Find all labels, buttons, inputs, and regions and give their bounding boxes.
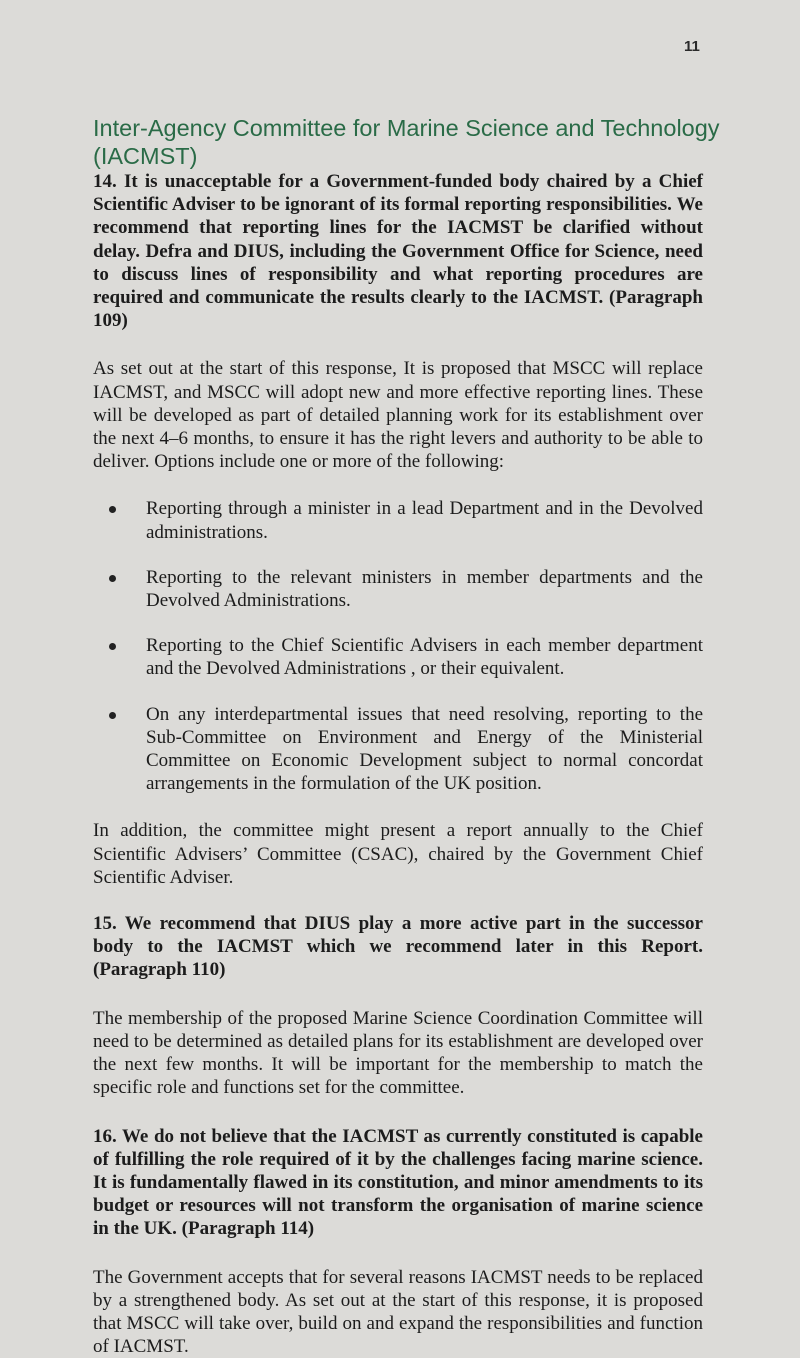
recommendation-15: 15. We recommend that DIUS play a more active part in the successor body to the IACMST which we recommend later in this Report. (Paragraph 110) — [93, 913, 703, 981]
bullet-icon — [109, 712, 116, 719]
list-item — [93, 703, 703, 796]
section-heading: Inter-Agency Committee for Marine Science and Technology (IACMST) — [93, 115, 720, 169]
list-item — [93, 566, 703, 612]
addition-paragraph: In addition, the committee might present a report annually to the Chief Scientific Advisers’ Committee (CSAC), chaired by the Government Chief Scientific Adviser. — [93, 820, 703, 888]
list-item-text: Reporting to the relevant ministers in member departments and the Devolved Administrations. — [146, 566, 703, 612]
reporting-options-list — [93, 497, 703, 795]
list-item-text: Reporting through a minister in a lead Department and in the Devolved administrations. — [146, 498, 703, 543]
list-item — [93, 634, 703, 680]
response-14: As set out at the start of this response, It is proposed that MSCC will replace IACMST, and MSCC will adopt new and more effective reporting lines. These will be developed as part of detailed planning work for its establishment over the next 4–6 months, to ensure it has the right levers and authority to be able to deliver. Options include one or more of the following: — [93, 358, 703, 473]
response-16: The Government accepts that for several reasons IACMST needs to be replaced by a strengthened body. As set out at the start of this response, it is proposed that MSCC will take over, build on and expand the responsibilities and function of IACMST. — [93, 1266, 703, 1358]
list-item-text: On any interdepartmental issues that need resolving, reporting to the Sub-Committee on Environment and Energy of the Ministerial Committee on Economic Development subject to normal concordat arrangements in the formulation of the UK position. — [146, 703, 703, 795]
page-number: 11 — [684, 38, 700, 55]
document-body — [93, 170, 703, 1358]
recommendation-16: 16. We do not believe that the IACMST as currently constituted is capable of fulfilling the role required of it by the challenges facing marine science. It is fundamentally flawed in its constitution, and minor amendments to its budget or resources will not transform the organisation of marine science in the UK. (Paragraph 114) — [93, 1125, 703, 1240]
list-item — [93, 497, 703, 543]
bullet-icon — [109, 575, 116, 582]
bullet-icon — [109, 643, 116, 650]
list-item-text: Reporting to the Chief Scientific Advisers in each member department and the Devolved Administrations , or their equivalent. — [146, 635, 703, 680]
recommendation-14: 14. It is unacceptable for a Government-funded body chaired by a Chief Scientific Adviser to be ignorant of its formal reporting responsibilities. We recommend that reporting lines for the IACMST be clarified without delay. Defra and DIUS, including the Government Office for Science, need to discuss lines of responsibility and what reporting procedures are required and communicate the results clearly to the IACMST. (Paragraph 109) — [93, 171, 703, 332]
response-15: The membership of the proposed Marine Science Coordination Committee will need to be determined as detailed plans for its establishment are developed over the next few months. It will be important for the membership to match the specific role and functions set for the committee. — [93, 1007, 703, 1099]
bullet-icon — [109, 506, 116, 513]
